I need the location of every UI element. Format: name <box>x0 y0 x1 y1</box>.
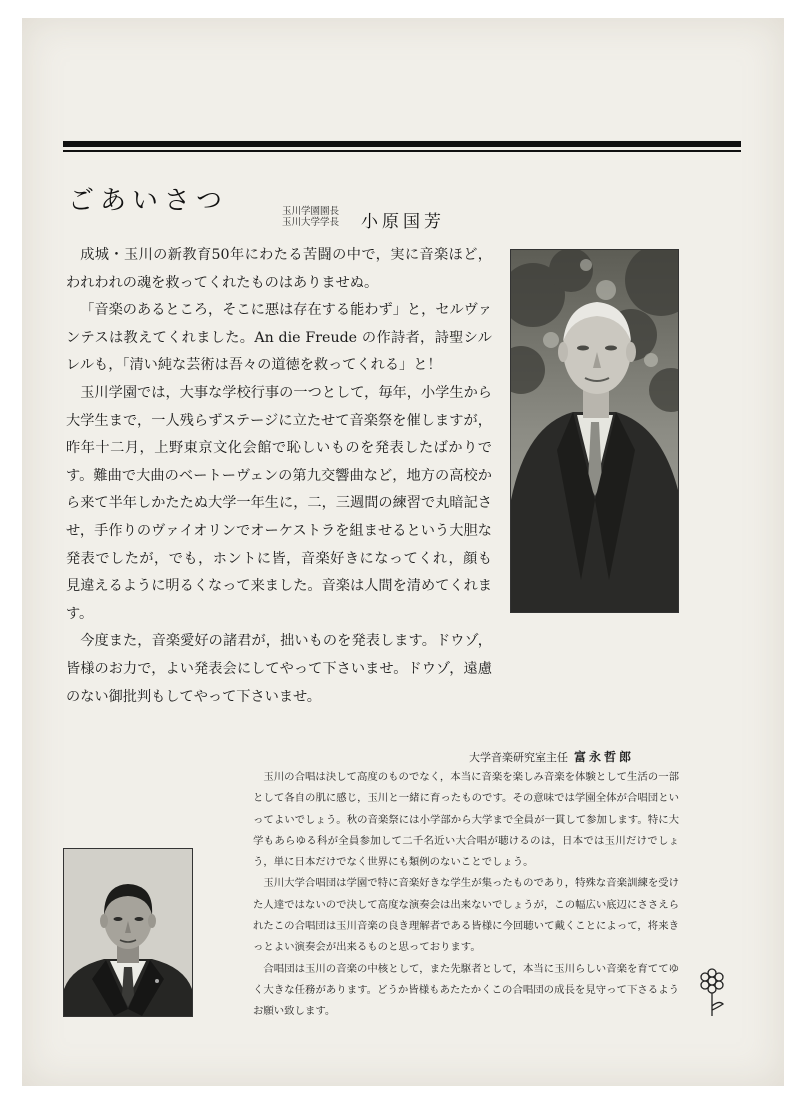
second-paragraph: 玉川の合唱は決して高度のものでなく，本当に音楽を楽しみ音楽を体験として生活の一部として各自の肌に感じ，玉川と一緒に育ったものです。その意味では学園全体が合唱団といってよいでしょう。秋の音楽祭には小学部から大学まで全員が一貫して参加します。特に大学もあらゆる科が全員参加して二千名近い大合唱が聴けるのは，日本では玉川だけでしょう，単に日本だけでなく世界にも類例のないことでしょう。 <box>253 771 679 869</box>
portrait-illustration <box>511 250 678 612</box>
main-paragraph: 「音楽のあるところ，そこに悪は存在する能わず」と，セルヴァンテスは教えてくれました。An die Freude の作詩者，詩聖シルレルも，「清い純な芸術は吾々の道徳を救ってくれる」と！ <box>66 302 492 374</box>
flower-ornament-icon <box>697 966 727 1022</box>
second-paragraph: 合唱団は玉川の音楽の中核として，また先駆者として，本当に玉川らしい音楽を育ててゆく大きな任務があります。どうか皆様もあたたかくこの合唱団の成長を見守って下さるようお願い致します。 <box>253 962 679 1018</box>
main-paragraph: 今度また，音楽愛好の諸君が，拙いものを発表します。ドウゾ，皆様のお力で，よい発表会にしてやって下さいませ。ドウゾ，遠慮のない御批判もしてやって下さいませ。 <box>66 633 492 705</box>
portrait-illustration <box>64 849 192 1016</box>
second-author-portrait-photo <box>63 848 193 1017</box>
author-title-line: 玉川大学学長 <box>282 217 340 228</box>
second-author-name: 富永哲郎 <box>574 750 635 764</box>
main-text <box>66 242 492 711</box>
author-name: 小原国芳 <box>361 212 445 232</box>
author-portrait-photo <box>510 249 679 613</box>
second-text <box>253 767 679 1023</box>
header-rule-thin <box>63 150 741 152</box>
main-paragraph: 成城・玉川の新教育50年にわたる苦闘の中で，実に音楽ほど，われわれの魂を救ってくれたものはありませぬ。 <box>66 247 492 291</box>
author-title-line: 玉川学園園長 <box>282 206 340 217</box>
main-paragraph: 玉川学園では，大事な学校行事の一つとして，毎年，小学生から大学生まで，一人残らずステージに立たせて音楽祭を催しますが，昨年十二月，上野東京文化会館で恥しいものを発表したばかりです。難曲で大曲のベートーヴェンの第九交響曲など，地方の高校から来て半年しかたたぬ大学一年生に，二，三週間の練習で丸暗記させ，手作りのヴァイオリンでオーケストラを組ませるという大胆な発表でしたが，でも，ホントに皆，音楽好きになってくれ，顔も見違えるように明るくなって来ました。音楽は人間を清めてくれます。 <box>66 384 492 622</box>
page-heading: ごあいさつ <box>68 186 229 216</box>
second-author-title: 大学音楽研究室主任 <box>469 751 568 764</box>
second-paragraph: 玉川大学合唱団は学園で特に音楽好きな学生が集ったものであり，特殊な音楽訓練を受けた人達ではないので決して高度な演奏会は出来ないでしょうが，この幅広い底辺にささえられたこの合唱団は玉川音楽の良き理解者である皆様に今回聴いて戴くことによって，将来きっとよい演奏会が出来るものと思っております。 <box>253 877 680 954</box>
second-author <box>469 748 634 765</box>
author-title <box>282 206 339 228</box>
header-rule-thick <box>63 141 741 147</box>
